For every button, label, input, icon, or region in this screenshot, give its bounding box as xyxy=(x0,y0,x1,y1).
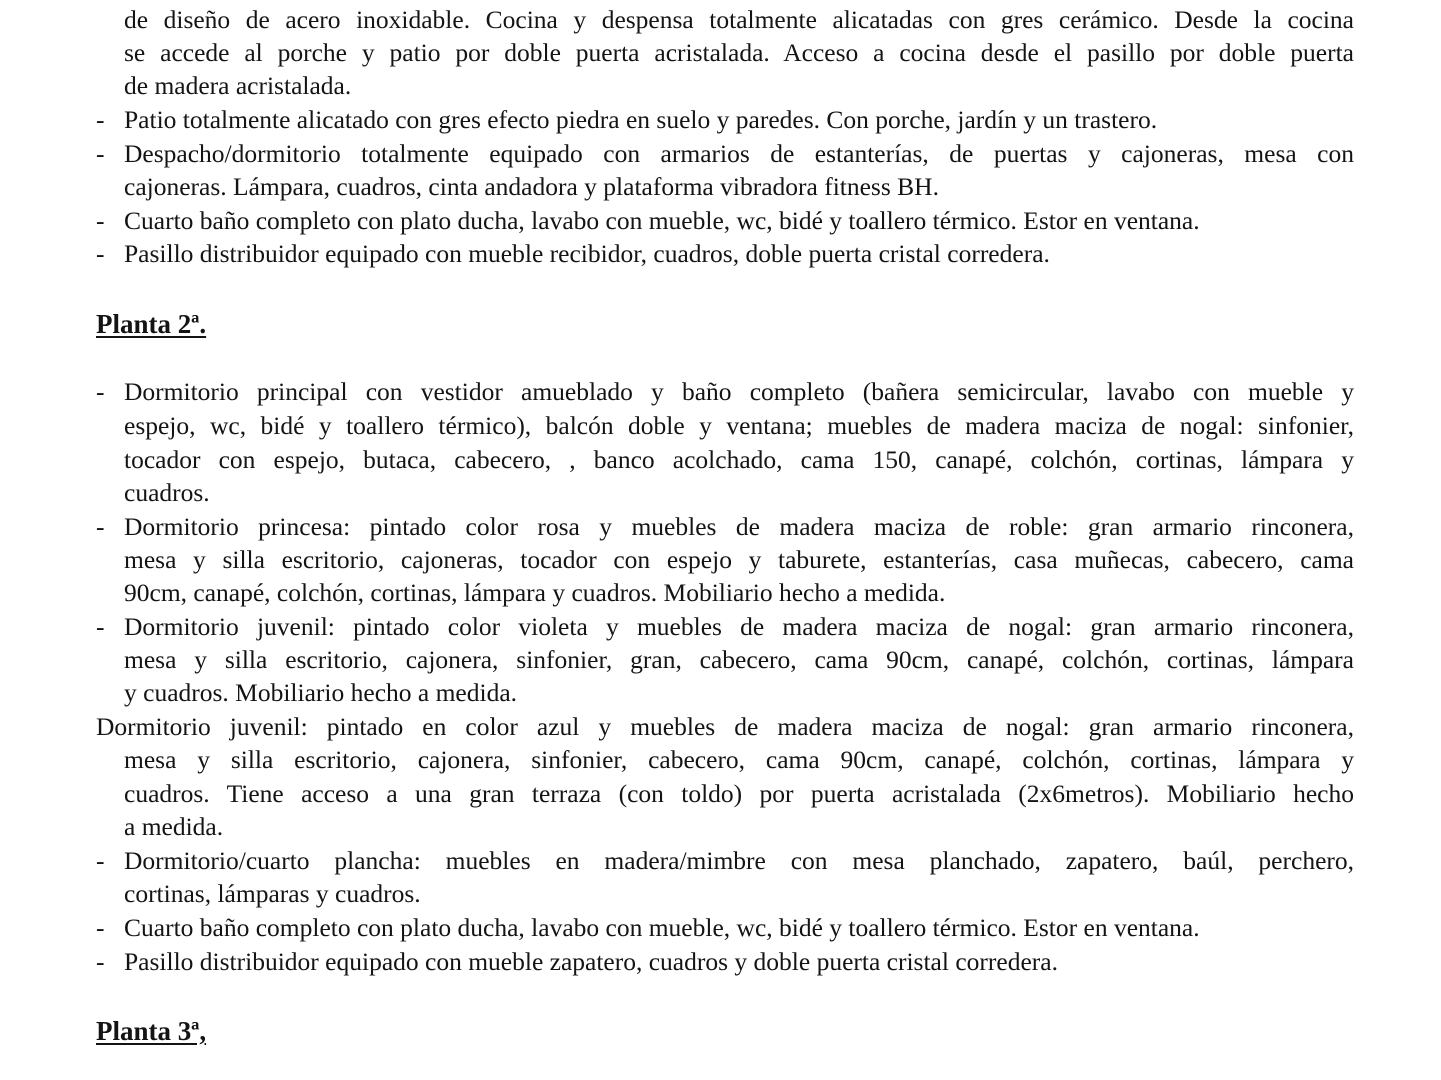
list-bullet: - xyxy=(96,512,105,541)
list-item-line: Dormitorio juvenil: pintado en color azul y muebles de madera maciza de nogal: gran armario rinconera, xyxy=(96,712,1354,741)
list-item-line: Dormitorio princesa: pintado color rosa y muebles de madera maciza de roble: gran armario rinconera, xyxy=(124,512,1354,541)
list-item-line: se accede al porche y patio por doble puerta acristalada. Acceso a cocina desde el pasillo por doble puerta xyxy=(124,38,1354,67)
list-bullet: - xyxy=(96,105,105,134)
list-bullet: - xyxy=(96,612,105,641)
list-item-line: cuadros. xyxy=(124,478,210,507)
list-item-line: Dormitorio principal con vestidor amueblado y baño completo (bañera semicircular, lavabo con mueble y xyxy=(124,377,1354,406)
list-item-line: Pasillo distribuidor equipado con mueble zapatero, cuadros y doble puerta cristal corredera. xyxy=(124,947,1058,976)
list-item-line: Dormitorio juvenil: pintado color violeta y muebles de madera maciza de nogal: gran armario rinconera, xyxy=(124,612,1354,641)
list-item-line: Cuarto baño completo con plato ducha, lavabo con mueble, wc, bidé y toallero térmico. Estor en ventana. xyxy=(124,206,1200,235)
list-bullet: - xyxy=(96,913,105,942)
list-item-line: de diseño de acero inoxidable. Cocina y despensa totalmente alicatadas con gres cerámico. Desde la cocina xyxy=(124,5,1354,34)
list-item-line: Dormitorio/cuarto plancha: muebles en madera/mimbre con mesa planchado, zapatero, baúl, perchero, xyxy=(124,846,1354,875)
list-item-line: tocador con espejo, butaca, cabecero, , banco acolchado, cama 150, canapé, colchón, cortinas, lámpara y xyxy=(124,445,1354,474)
list-bullet: - xyxy=(96,846,105,875)
list-item-line: a medida. xyxy=(124,812,224,841)
list-item-line: Patio totalmente alicatado con gres efecto piedra en suelo y paredes. Con porche, jardín y un trastero. xyxy=(124,105,1158,134)
list-bullet: - xyxy=(96,206,105,235)
list-item-line: de madera acristalada. xyxy=(124,71,352,100)
list-item-line: Pasillo distribuidor equipado con mueble recibidor, cuadros, doble puerta cristal corredera. xyxy=(124,239,1050,268)
section-heading-planta-3: Planta 3ª, xyxy=(96,1016,207,1046)
list-item-line: cajoneras. Lámpara, cuadros, cinta andadora y plataforma vibradora fitness BH. xyxy=(124,172,939,201)
list-item-line: y cuadros. Mobiliario hecho a medida. xyxy=(124,678,518,707)
list-item-line: cortinas, lámparas y cuadros. xyxy=(124,879,421,908)
list-bullet: - xyxy=(96,139,105,168)
list-bullet: - xyxy=(96,239,105,268)
list-item-line: espejo, wc, bidé y toallero térmico), balcón doble y ventana; muebles de madera maciza de nogal: sinfonier, xyxy=(124,411,1354,440)
list-bullet: - xyxy=(96,377,105,406)
list-item-line: mesa y silla escritorio, cajoneras, tocador con espejo y taburete, estanterías, casa muñecas, cabecero, cama xyxy=(124,545,1354,574)
list-bullet: - xyxy=(96,947,105,976)
list-item-line: mesa y silla escritorio, cajonera, sinfonier, gran, cabecero, cama 90cm, canapé, colchón, cortinas, lámpara xyxy=(124,645,1354,674)
section-heading-planta-2: Planta 2ª. xyxy=(96,309,207,339)
list-item-line: 90cm, canapé, colchón, cortinas, lámpara y cuadros. Mobiliario hecho a medida. xyxy=(124,578,946,607)
list-item-line: Cuarto baño completo con plato ducha, lavabo con mueble, wc, bidé y toallero térmico. Estor en ventana. xyxy=(124,913,1200,942)
list-item-line: mesa y silla escritorio, cajonera, sinfonier, cabecero, cama 90cm, canapé, colchón, cortinas, lámpara y xyxy=(124,745,1354,774)
list-item-line: cuadros. Tiene acceso a una gran terraza (con toldo) por puerta acristalada (2x6metros). Mobiliario hecho xyxy=(124,779,1354,808)
list-item-line: Despacho/dormitorio totalmente equipado con armarios de estanterías, de puertas y cajoneras, mesa con xyxy=(124,139,1354,168)
